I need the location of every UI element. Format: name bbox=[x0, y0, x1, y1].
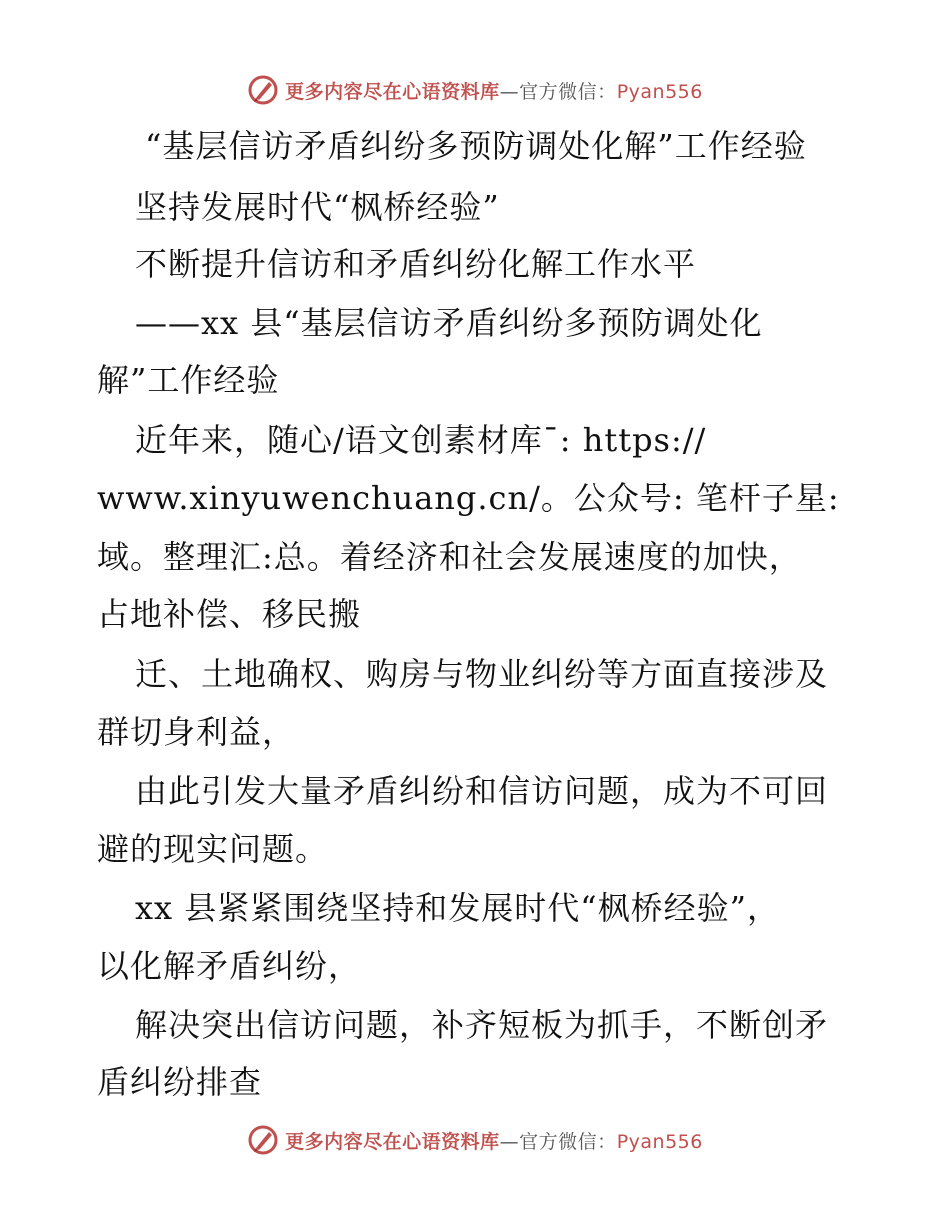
doc-paragraph-line: 域。整理汇:总。着经济和社会发展速度的加快， bbox=[97, 538, 802, 576]
doc-paragraph-line: 占地补偿、移民搬 bbox=[97, 595, 362, 633]
banner-wechat-label: 官方微信： bbox=[519, 80, 617, 103]
doc-paragraph-line: 盾纠纷排查 bbox=[97, 1063, 263, 1101]
banner-text bbox=[285, 1127, 703, 1154]
doc-paragraph-line: 以化解矛盾纠纷， bbox=[97, 947, 362, 985]
banner-separator: — bbox=[499, 1130, 520, 1153]
footer-watermark-banner bbox=[0, 1120, 950, 1160]
banner-wechat-label: 官方微信： bbox=[519, 1130, 617, 1153]
banner-main-text: 更多内容尽在心语资料库 bbox=[285, 1130, 500, 1153]
banner-wechat-id: Pyan556 bbox=[616, 1130, 703, 1153]
doc-paragraph-line: 解决突出信访问题，补齐短板为抓手，不断创矛 bbox=[135, 1006, 829, 1044]
banner-wechat-id: Pyan556 bbox=[616, 80, 703, 103]
banner-separator: — bbox=[499, 80, 520, 103]
doc-subtitle-line-3: ——xx 县“基层信访矛盾纠纷多预防调处化 bbox=[135, 304, 763, 342]
doc-paragraph-line: 迁、土地确权、购房与物业纠纷等方面直接涉及 bbox=[135, 655, 829, 693]
quill-circle-logo-icon bbox=[247, 1124, 279, 1156]
doc-title-line: “基层信访矛盾纠纷多预防调处化解”工作经验 bbox=[145, 127, 807, 165]
doc-paragraph-line: www.xinyuwenchuang.cn/。公众号: 笔杆子星: bbox=[97, 479, 840, 517]
doc-paragraph-line: 避的现实问题。 bbox=[97, 830, 329, 868]
banner-main-text: 更多内容尽在心语资料库 bbox=[285, 80, 500, 103]
doc-paragraph-line: 由此引发大量矛盾纠纷和信访问题，成为不可回 bbox=[135, 772, 829, 810]
doc-paragraph-line: 群切身利益， bbox=[97, 713, 296, 751]
doc-subtitle-line-4: 解”工作经验 bbox=[97, 361, 280, 399]
doc-subtitle-line-1: 坚持发展时代“枫桥经验” bbox=[135, 188, 500, 226]
doc-subtitle-line-2: 不断提升信访和矛盾纠纷化解工作水平 bbox=[135, 245, 697, 283]
doc-paragraph-line: 近年来，随心/语文创素材库¯: https:// bbox=[135, 421, 707, 459]
doc-paragraph-line: xx 县紧紧围绕坚持和发展时代“枫桥经验”， bbox=[135, 889, 780, 927]
